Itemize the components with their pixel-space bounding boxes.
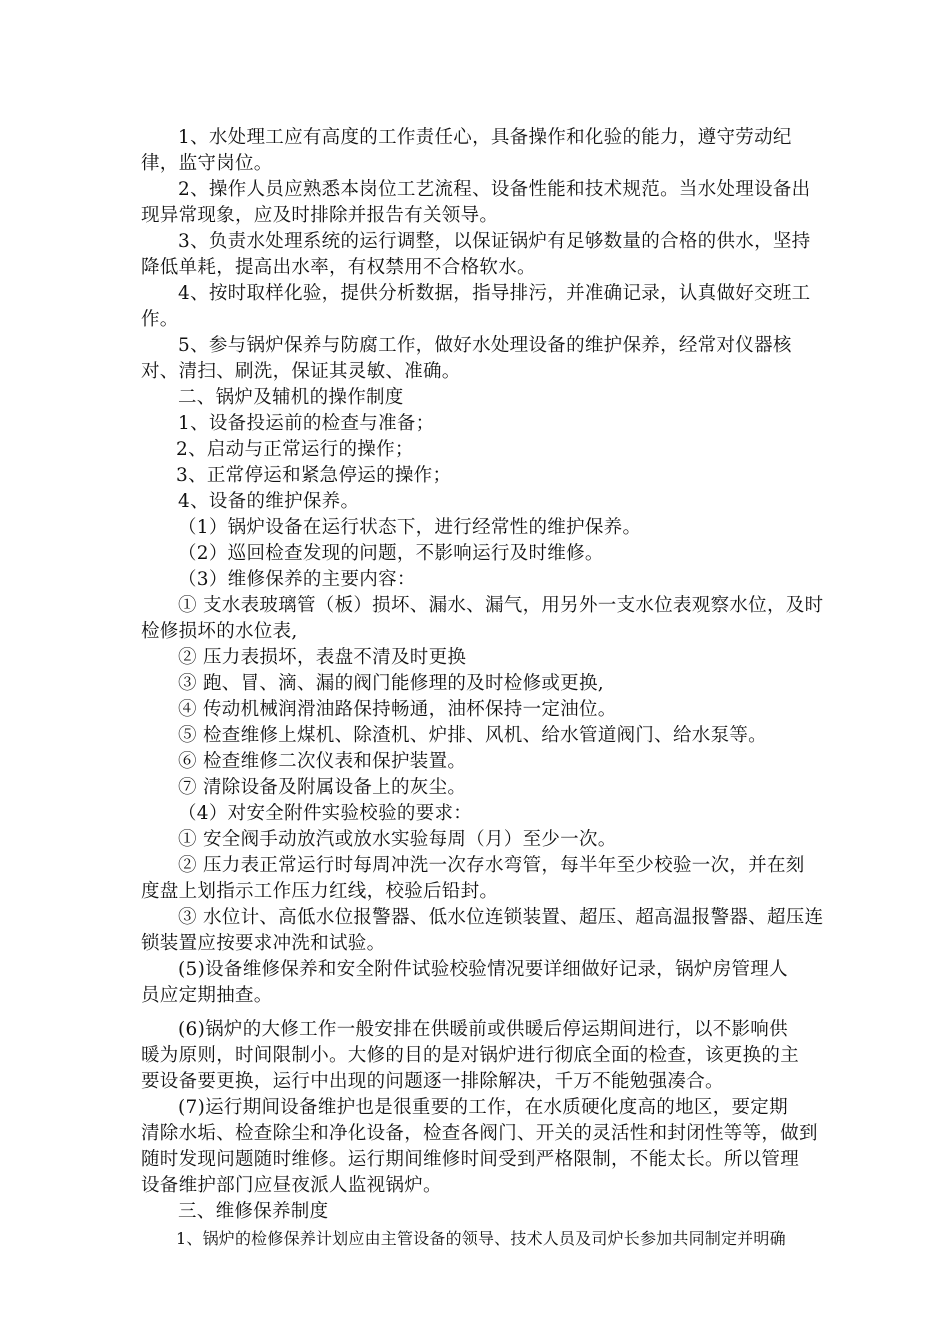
text-line: 5、参与锅炉保养与防腐工作，做好水处理设备的维护保养，经常对仪器核 — [178, 335, 792, 356]
text-line: ⑥ 检查维修二次仪表和保护装置。 — [178, 751, 467, 772]
text-line: 要设备要更换，运行中出现的问题逐一排除解决，千万不能勉强凑合。 — [141, 1071, 724, 1092]
text-line: 作。 — [141, 309, 179, 330]
text-line: 1、设备投运前的检查与准备； — [178, 413, 435, 434]
text-line: （4）对安全附件实验校验的要求： — [178, 803, 473, 824]
text-line: ① 支水表玻璃管（板）损坏、漏水、漏气，用另外一支水位表观察水位，及时 — [178, 595, 824, 616]
text-line: 对、清扫、刷洗，保证其灵敏、准确。 — [141, 361, 461, 382]
text-line: ① 安全阀手动放汽或放水实验每周（月）至少一次。 — [178, 829, 617, 850]
text-line: (6)锅炉的大修工作一般安排在供暖前或供暖后停运期间进行，以不影响供 — [178, 1019, 788, 1040]
section-heading: 二、锅炉及辅机的操作制度 — [178, 387, 404, 408]
text-line: 4、按时取样化验，提供分析数据，指导排污，并准确记录，认真做好交班工 — [178, 283, 811, 304]
text-line: 随时发现问题随时维修。运行期间维修时间受到严格限制，不能太长。所以管理 — [141, 1149, 800, 1170]
text-line: ③ 水位计、高低水位报警器、低水位连锁装置、超压、超高温报警器、超压连 — [178, 907, 824, 928]
text-line: (7)运行期间设备维护也是很重要的工作，在水质硬化度高的地区，要定期 — [178, 1097, 788, 1118]
text-line: (5)设备维修保养和安全附件试验校验情况要详细做好记录，锅炉房管理人 — [178, 959, 788, 980]
text-line: 现异常现象，应及时排除并报告有关领导。 — [141, 205, 499, 226]
text-line: 检修损坏的水位表, — [141, 621, 298, 642]
text-line: 2、操作人员应熟悉本岗位工艺流程、设备性能和技术规范。当水处理设备出 — [178, 179, 811, 200]
text-line: 4、设备的维护保养。 — [178, 491, 360, 512]
text-line: 清除水垢、检查除尘和净化设备，检查各阀门、开关的灵活性和封闭性等等，做到 — [141, 1123, 818, 1144]
text-line: （1）锅炉设备在运行状态下，进行经常性的维护保养。 — [178, 517, 642, 538]
text-line: ② 压力表正常运行时每周冲洗一次存水弯管，每半年至少校验一次，并在刻 — [178, 855, 805, 876]
text-line: 3、负责水处理系统的运行调整，以保证锅炉有足够数量的合格的供水，坚持 — [178, 231, 811, 252]
text-line: ⑤ 检查维修上煤机、除渣机、炉排、风机、给水管道阀门、给水泵等。 — [178, 725, 767, 746]
text-line: 暖为原则，时间限制小。大修的目的是对锅炉进行彻底全面的检查，该更换的主 — [141, 1045, 800, 1066]
text-line: 度盘上划指示工作压力红线，校验后铅封。 — [141, 881, 499, 902]
text-line: 降低单耗，提高出水率，有权禁用不合格软水。 — [141, 257, 536, 278]
section-heading: 三、维修保养制度 — [178, 1201, 329, 1222]
text-line: 锁装置应按要求冲洗和试验。 — [141, 933, 386, 954]
text-line: （3）维修保养的主要内容： — [178, 569, 416, 590]
text-line: ④ 传动机械润滑油路保持畅通，油杯保持一定油位。 — [178, 699, 617, 720]
text-line: （2）巡回检查发现的问题，不影响运行及时维修。 — [178, 543, 604, 564]
text-line: ③ 跑、冒、滴、漏的阀门能修理的及时检修或更换, — [178, 673, 604, 694]
text-line: ② 压力表损坏，表盘不清及时更换 — [178, 647, 467, 668]
text-line: 1、水处理工应有高度的工作责任心，具备操作和化验的能力，遵守劳动纪 — [178, 127, 792, 148]
text-line: 员应定期抽查。 — [141, 985, 273, 1006]
text-line: 设备维护部门应昼夜派人监视锅炉。 — [141, 1175, 442, 1196]
text-line: ⑦ 清除设备及附属设备上的灰尘。 — [178, 777, 467, 798]
text-line: 2、启动与正常运行的操作； — [176, 439, 414, 460]
text-line: 律，监守岗位。 — [141, 153, 273, 174]
text-line: 1、锅炉的检修保养计划应由主管设备的领导、技术人员及司炉长参加共同制定并明确 — [176, 1229, 786, 1248]
text-line: 3、正常停运和紧急停运的操作； — [176, 465, 452, 486]
